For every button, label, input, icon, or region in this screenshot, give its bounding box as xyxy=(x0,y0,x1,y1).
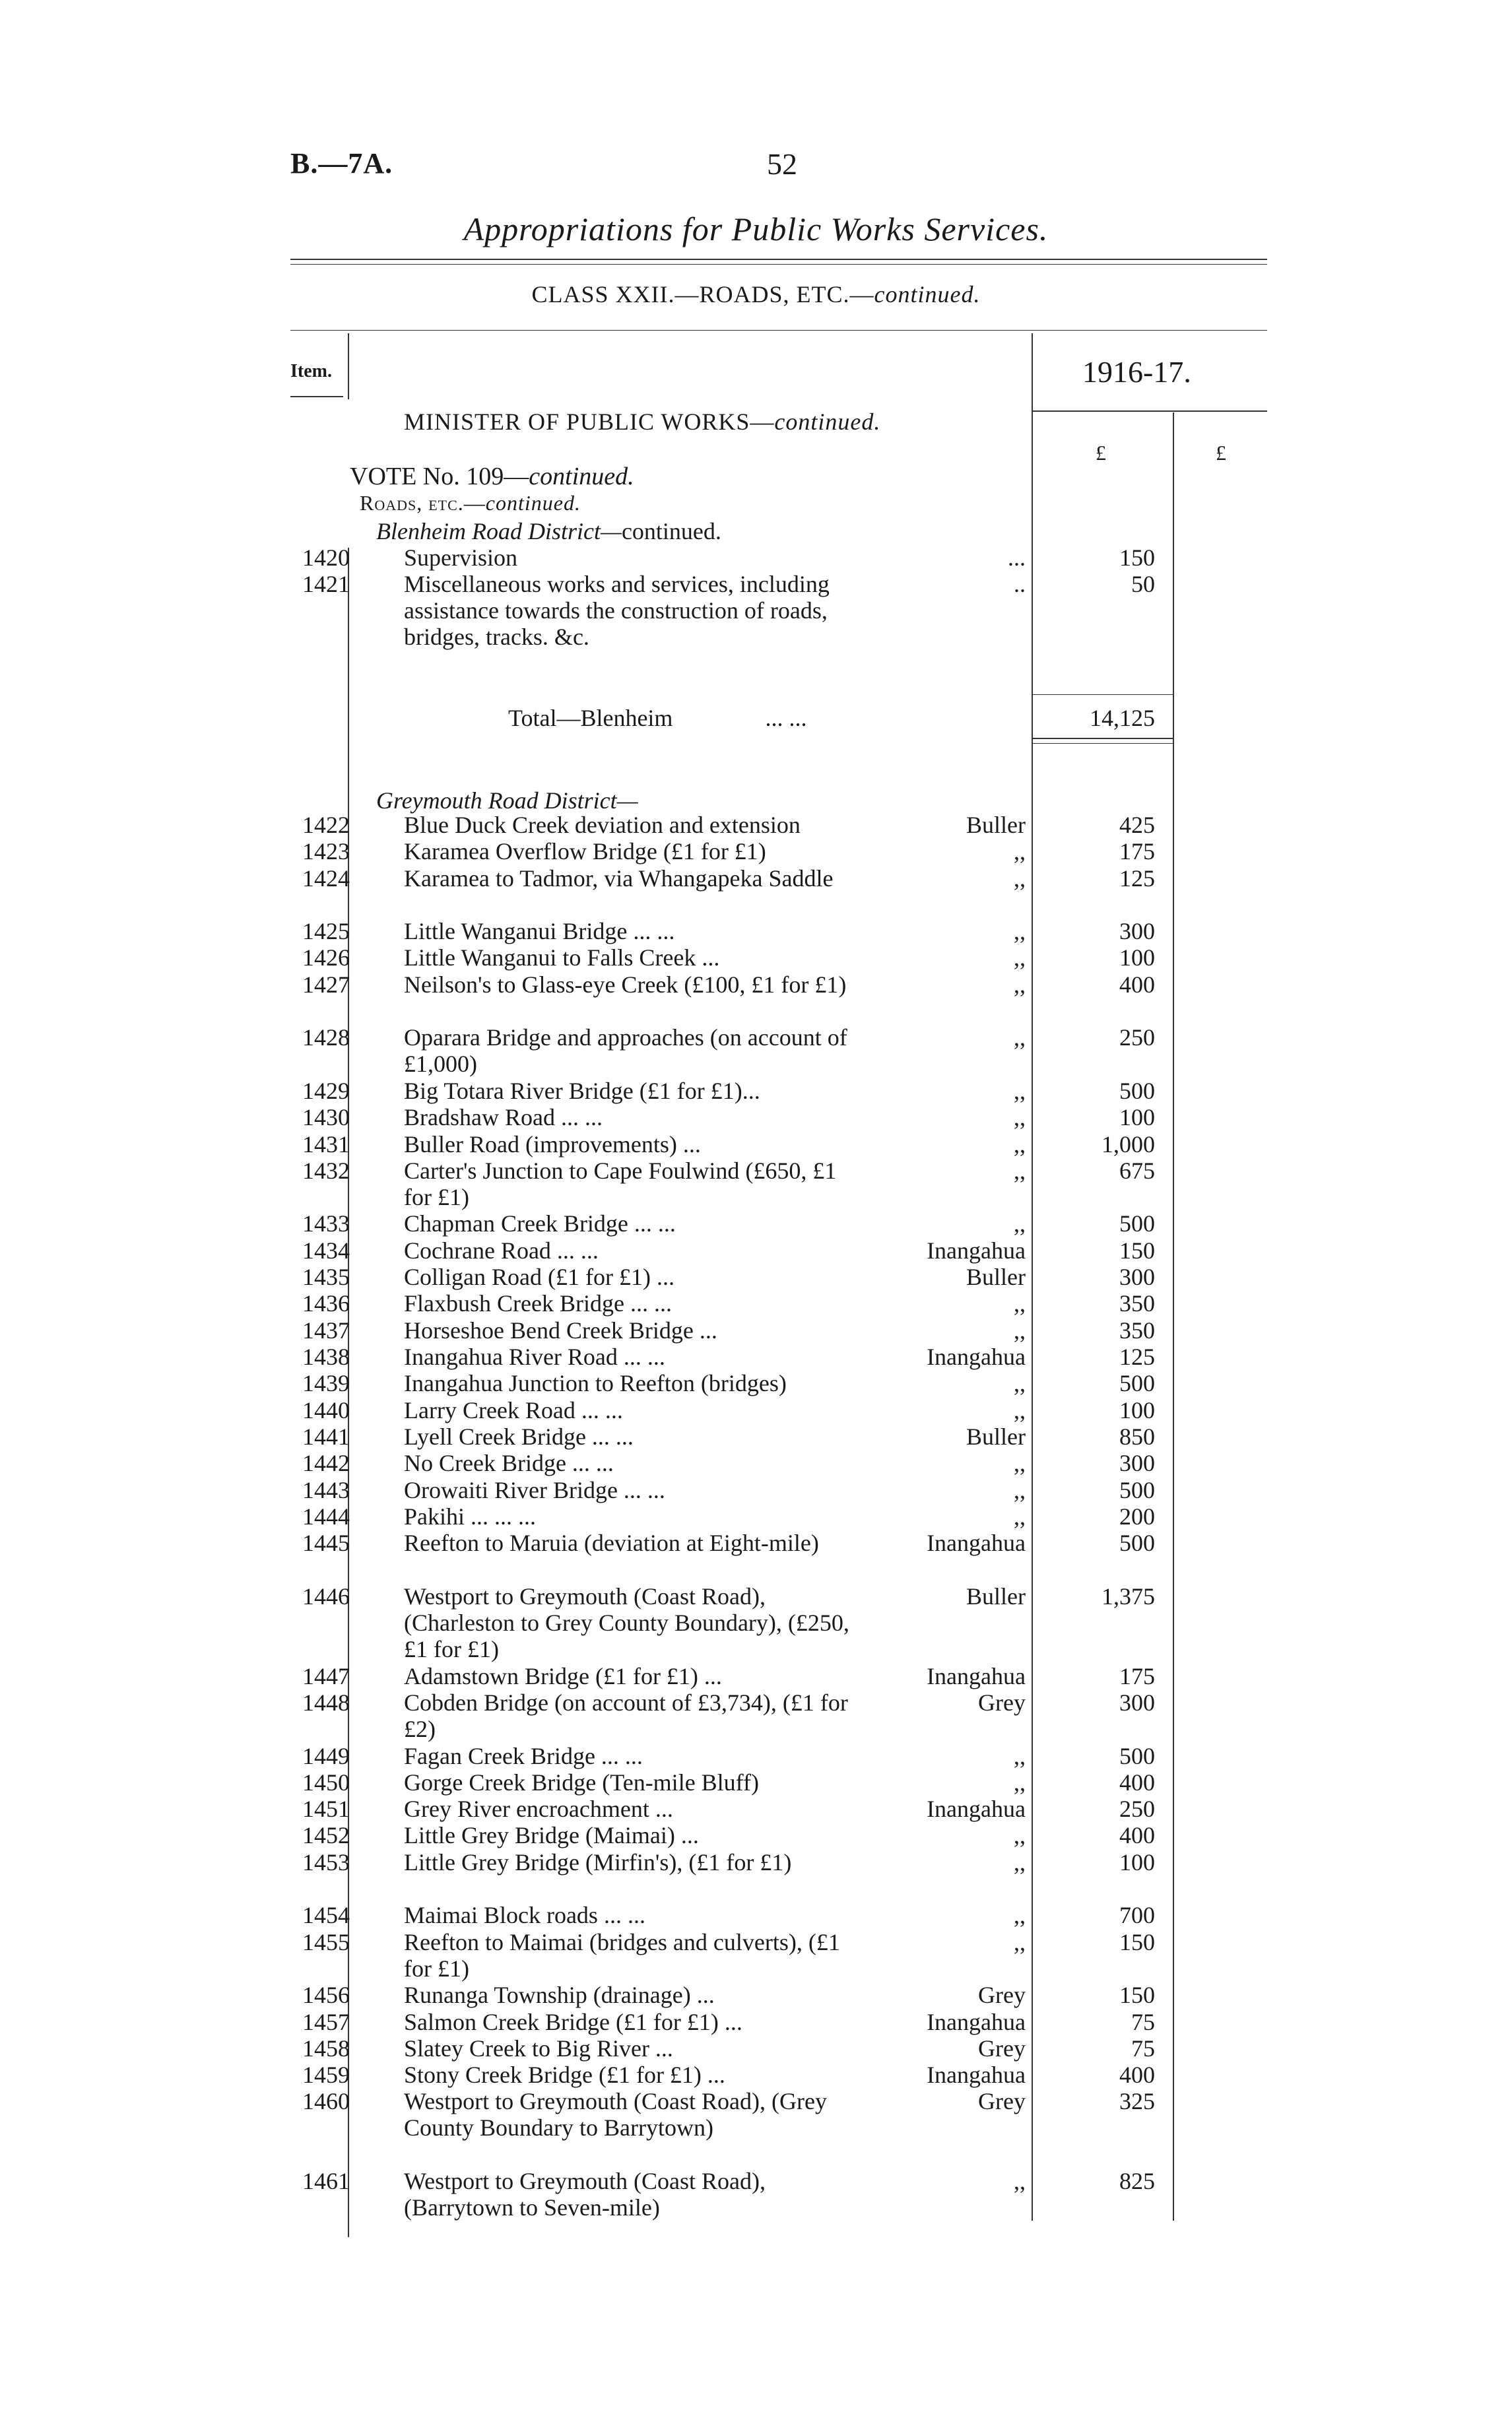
item-description: No Creek Bridge ... ... xyxy=(404,1450,614,1476)
item-district: Inangahua xyxy=(927,2009,1026,2035)
item-amount: 300 xyxy=(1119,1264,1155,1290)
class-heading xyxy=(0,280,1512,308)
total-label-text: Total—Blenheim xyxy=(508,705,673,731)
item-district: ,, xyxy=(1014,1024,1026,1051)
item-amount: 325 xyxy=(1119,2088,1155,2114)
item-amount: 350 xyxy=(1119,1317,1155,1344)
item-amount: 100 xyxy=(1119,1104,1155,1130)
item-number: 1453 xyxy=(302,1849,350,1876)
item-description: Runanga Township (drainage) ... xyxy=(404,1982,715,2008)
vote-continued: continued. xyxy=(529,463,634,490)
item-district: ,, xyxy=(1014,1370,1026,1396)
item-amount: 150 xyxy=(1119,544,1155,571)
currency-symbol-2: £ xyxy=(1216,441,1226,465)
item-number: 1438 xyxy=(302,1344,350,1370)
item-description: Westport to Greymouth (Coast Road), (Charleston to Grey County Boundary), (£250, £1 for £1) xyxy=(404,1583,849,1662)
item-number: 1432 xyxy=(302,1158,350,1184)
item-district: ,, xyxy=(1014,1769,1026,1796)
item-district: ... xyxy=(1008,544,1026,571)
item-district: Inangahua xyxy=(927,1344,1026,1370)
item-district: ,, xyxy=(1014,1290,1026,1317)
item-district: Grey xyxy=(978,1689,1026,1716)
item-amount: 500 xyxy=(1119,1210,1155,1237)
item-district: Inangahua xyxy=(927,2062,1026,2088)
item-description: Adamstown Bridge (£1 for £1) ... xyxy=(404,1663,722,1689)
item-district: Inangahua xyxy=(927,1663,1026,1689)
item-description: Pakihi ... ... ... xyxy=(404,1503,537,1530)
item-description: Westport to Greymouth (Coast Road), (Barrytown to Seven-mile) xyxy=(404,2168,766,2221)
title-rule xyxy=(290,259,1267,260)
item-description: Lyell Creek Bridge ... ... xyxy=(404,1423,634,1450)
item-amount: 850 xyxy=(1119,1423,1155,1450)
class-line: CLASS XXII.—ROADS, ETC.— xyxy=(531,281,874,308)
item-number: 1433 xyxy=(302,1210,350,1237)
item-number: 1446 xyxy=(302,1583,350,1610)
item-amount: 400 xyxy=(1119,2062,1155,2088)
item-number: 1456 xyxy=(302,1982,350,2008)
item-district: Buller xyxy=(966,1583,1026,1610)
item-district: ,, xyxy=(1014,838,1026,865)
item-number: 1439 xyxy=(302,1370,350,1396)
item-district: ,, xyxy=(1014,1929,1026,1955)
total-rule-top xyxy=(1033,694,1173,695)
item-description: Miscellaneous works and services, including assistance towards the construction of roads, bridges, tracks. &c. xyxy=(404,571,830,650)
item-amount: 150 xyxy=(1119,1929,1155,1955)
item-description: Oparara Bridge and approaches (on account of £1,000) xyxy=(404,1024,847,1077)
amount-column-rule-right xyxy=(1173,412,1174,2221)
item-description: Reefton to Maimai (bridges and culverts), (£1 for £1) xyxy=(404,1929,840,1982)
vote-label: VOTE No. 109— xyxy=(350,463,529,490)
item-description: Bradshaw Road ... ... xyxy=(404,1104,603,1130)
item-amount: 1,375 xyxy=(1101,1583,1155,1610)
item-district: ,, xyxy=(1014,865,1026,892)
total-rule-bottom xyxy=(1033,738,1173,739)
item-amount: 300 xyxy=(1119,1689,1155,1716)
class-continued: continued. xyxy=(874,281,981,308)
amount-column-rule-left xyxy=(1032,333,1033,2221)
item-description: Karamea to Tadmor, via Whangapeka Saddle xyxy=(404,865,834,892)
item-district: ,, xyxy=(1014,944,1026,971)
item-number: 1440 xyxy=(302,1397,350,1423)
item-description: Horseshoe Bend Creek Bridge ... xyxy=(404,1317,717,1344)
item-district: ,, xyxy=(1014,1849,1026,1876)
roads-label: Roads, etc.— xyxy=(360,491,486,515)
item-description: Slatey Creek to Big River ... xyxy=(404,2035,673,2062)
page-number: 52 xyxy=(767,147,797,181)
item-number: 1451 xyxy=(302,1796,350,1822)
item-amount: 400 xyxy=(1119,971,1155,998)
item-amount: 125 xyxy=(1119,1344,1155,1370)
minister-label: MINISTER OF PUBLIC WORKS— xyxy=(404,408,775,435)
item-description: Reefton to Maruia (deviation at Eight-mile) xyxy=(404,1530,819,1556)
item-number: 1442 xyxy=(302,1450,350,1476)
item-description: Cochrane Road ... ... xyxy=(404,1237,599,1264)
year-heading-rule xyxy=(1033,410,1267,412)
item-description: Westport to Greymouth (Coast Road), (Grey County Boundary to Barrytown) xyxy=(404,2088,827,2141)
item-description: Inangahua River Road ... ... xyxy=(404,1344,665,1370)
item-amount: 300 xyxy=(1119,918,1155,944)
roads-subheading xyxy=(360,491,581,515)
item-amount: 125 xyxy=(1119,865,1155,892)
total-blenheim-amount: 14,125 xyxy=(1090,705,1155,731)
page-title: Appropriations for Public Works Services. xyxy=(463,211,1049,247)
item-district: Inangahua xyxy=(927,1796,1026,1822)
page-code: B.—7A. xyxy=(290,147,393,180)
item-description: Cobden Bridge (on account of £3,734), (£1 for £2) xyxy=(404,1689,848,1742)
item-amount: 75 xyxy=(1131,2035,1155,2062)
item-description: Inangahua Junction to Reefton (bridges) xyxy=(404,1370,787,1396)
item-number: 1444 xyxy=(302,1503,350,1530)
item-amount: 200 xyxy=(1119,1503,1155,1530)
table-top-rule xyxy=(290,330,1267,331)
item-amount: 75 xyxy=(1131,2009,1155,2035)
item-district: ,, xyxy=(1014,1503,1026,1530)
item-number: 1447 xyxy=(302,1663,350,1689)
item-description: Stony Creek Bridge (£1 for £1) ... xyxy=(404,2062,725,2088)
item-number: 1445 xyxy=(302,1530,350,1556)
item-heading-underline xyxy=(290,396,343,397)
item-district: ,, xyxy=(1014,918,1026,944)
item-amount: 350 xyxy=(1119,1290,1155,1317)
item-amount: 250 xyxy=(1119,1796,1155,1822)
item-district: Buller xyxy=(966,1423,1026,1450)
item-amount: 150 xyxy=(1119,1982,1155,2008)
item-amount: 825 xyxy=(1119,2168,1155,2194)
item-description: Karamea Overflow Bridge (£1 for £1) xyxy=(404,838,766,865)
item-district: ,, xyxy=(1014,1397,1026,1423)
item-number: 1431 xyxy=(302,1131,350,1158)
item-description: Orowaiti River Bridge ... ... xyxy=(404,1477,665,1503)
item-description: Grey River encroachment ... xyxy=(404,1796,673,1822)
item-description: Supervision xyxy=(404,544,518,571)
item-number: 1457 xyxy=(302,2009,350,2035)
minister-heading xyxy=(404,408,880,436)
item-number: 1429 xyxy=(302,1078,350,1104)
item-number: 1452 xyxy=(302,1822,350,1848)
item-description: Salmon Creek Bridge (£1 for £1) ... xyxy=(404,2009,742,2035)
item-district: ,, xyxy=(1014,1743,1026,1769)
item-number: 1458 xyxy=(302,2035,350,2062)
item-number: 1420 xyxy=(302,544,350,571)
item-district: Grey xyxy=(978,2035,1026,2062)
item-amount: 425 xyxy=(1119,812,1155,838)
total-rule-bottom-2 xyxy=(1033,743,1173,744)
item-amount: 100 xyxy=(1119,1849,1155,1876)
vote-heading xyxy=(350,462,634,491)
item-number: 1427 xyxy=(302,971,350,998)
item-number: 1450 xyxy=(302,1769,350,1796)
item-amount: 100 xyxy=(1119,944,1155,971)
item-number: 1434 xyxy=(302,1237,350,1264)
item-district: Inangahua xyxy=(927,1237,1026,1264)
item-amount: 150 xyxy=(1119,1237,1155,1264)
item-column-rule-top xyxy=(348,333,349,399)
item-amount: 175 xyxy=(1119,838,1155,865)
item-district: ,, xyxy=(1014,1078,1026,1104)
item-number: 1459 xyxy=(302,2062,350,2088)
total-leader-dots: ... ... xyxy=(765,705,807,731)
item-number: 1423 xyxy=(302,838,350,865)
blenheim-district-label: Blenheim Road District— xyxy=(376,518,622,544)
item-amount: 100 xyxy=(1119,1397,1155,1423)
item-number: 1455 xyxy=(302,1929,350,1955)
item-district: ,, xyxy=(1014,971,1026,998)
item-description: Colligan Road (£1 for £1) ... xyxy=(404,1264,674,1290)
item-description: Maimai Block roads ... ... xyxy=(404,1902,645,1928)
item-number: 1441 xyxy=(302,1423,350,1450)
item-amount: 700 xyxy=(1119,1902,1155,1928)
item-description: Chapman Creek Bridge ... ... xyxy=(404,1210,676,1237)
item-number: 1448 xyxy=(302,1689,350,1716)
item-district: Grey xyxy=(978,1982,1026,2008)
item-number: 1436 xyxy=(302,1290,350,1317)
item-number: 1435 xyxy=(302,1264,350,1290)
item-amount: 500 xyxy=(1119,1370,1155,1396)
item-district: ,, xyxy=(1014,1450,1026,1476)
item-district: Inangahua xyxy=(927,1530,1026,1556)
item-number: 1422 xyxy=(302,812,350,838)
item-amount: 400 xyxy=(1119,1822,1155,1848)
total-blenheim-label xyxy=(508,704,806,732)
title-rule-thin xyxy=(290,264,1267,265)
item-description: Little Grey Bridge (Maimai) ... xyxy=(404,1822,699,1848)
item-number: 1437 xyxy=(302,1317,350,1344)
item-amount: 500 xyxy=(1119,1477,1155,1503)
item-amount: 175 xyxy=(1119,1663,1155,1689)
item-number: 1449 xyxy=(302,1743,350,1769)
item-number: 1424 xyxy=(302,865,350,892)
item-description: Fagan Creek Bridge ... ... xyxy=(404,1743,643,1769)
item-column-heading: Item. xyxy=(290,361,332,381)
item-number: 1428 xyxy=(302,1024,350,1051)
item-amount: 250 xyxy=(1119,1024,1155,1051)
item-description: Little Wanganui Bridge ... ... xyxy=(404,918,675,944)
item-description: Buller Road (improvements) ... xyxy=(404,1131,701,1158)
item-district: Buller xyxy=(966,1264,1026,1290)
item-description: Gorge Creek Bridge (Ten-mile Bluff) xyxy=(404,1769,759,1796)
item-description: Little Grey Bridge (Mirfin's), (£1 for £1) xyxy=(404,1849,792,1876)
blenheim-continued: continued. xyxy=(621,518,721,544)
item-number: 1430 xyxy=(302,1104,350,1130)
item-district: ,, xyxy=(1014,1477,1026,1503)
item-description: Little Wanganui to Falls Creek ... xyxy=(404,944,720,971)
item-description: Larry Creek Road ... ... xyxy=(404,1397,623,1423)
minister-continued: continued. xyxy=(774,408,881,435)
item-number: 1454 xyxy=(302,1902,350,1928)
item-description: Flaxbush Creek Bridge ... ... xyxy=(404,1290,672,1317)
item-description: Blue Duck Creek deviation and extension xyxy=(404,812,801,838)
item-number: 1461 xyxy=(302,2168,350,2194)
roads-continued: continued. xyxy=(485,491,581,515)
item-number: 1425 xyxy=(302,918,350,944)
item-amount: 400 xyxy=(1119,1769,1155,1796)
item-description: Neilson's to Glass-eye Creek (£100, £1 for £1) xyxy=(404,971,847,998)
item-district: ,, xyxy=(1014,1210,1026,1237)
item-amount: 500 xyxy=(1119,1530,1155,1556)
item-district: Grey xyxy=(978,2088,1026,2114)
item-district: ,, xyxy=(1014,1822,1026,1848)
item-amount: 500 xyxy=(1119,1078,1155,1104)
item-number: 1421 xyxy=(302,571,350,597)
item-number: 1443 xyxy=(302,1477,350,1503)
item-number: 1426 xyxy=(302,944,350,971)
blenheim-district-heading xyxy=(376,517,721,545)
item-district: .. xyxy=(1014,571,1026,597)
item-district: ,, xyxy=(1014,1158,1026,1184)
item-number: 1460 xyxy=(302,2088,350,2114)
item-district: Buller xyxy=(966,812,1026,838)
item-amount: 50 xyxy=(1131,571,1155,597)
year-column-heading: 1916-17. xyxy=(1082,355,1191,389)
item-amount: 1,000 xyxy=(1101,1131,1155,1158)
item-amount: 500 xyxy=(1119,1743,1155,1769)
item-amount: 300 xyxy=(1119,1450,1155,1476)
item-district: ,, xyxy=(1014,2168,1026,2194)
item-amount: 675 xyxy=(1119,1158,1155,1184)
greymouth-district-heading: Greymouth Road District— xyxy=(376,787,638,814)
item-description: Big Totara River Bridge (£1 for £1)... xyxy=(404,1078,760,1104)
currency-symbol-1: £ xyxy=(1096,441,1106,465)
item-district: ,, xyxy=(1014,1902,1026,1928)
item-district: ,, xyxy=(1014,1131,1026,1158)
item-district: ,, xyxy=(1014,1317,1026,1344)
item-description: Carter's Junction to Cape Foulwind (£650, £1 for £1) xyxy=(404,1158,837,1210)
item-district: ,, xyxy=(1014,1104,1026,1130)
